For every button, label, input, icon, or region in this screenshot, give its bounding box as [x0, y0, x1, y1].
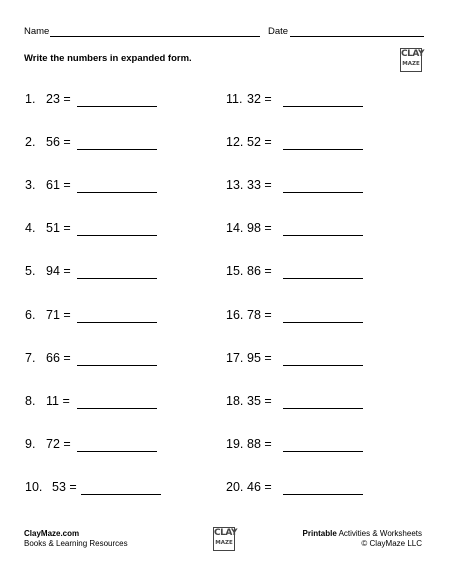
problem-12-answer-blank[interactable]	[283, 149, 363, 150]
problem-12-expression: 52 =	[247, 135, 272, 150]
problem-17-number: 17.	[226, 350, 244, 365]
problem-1-answer-blank[interactable]	[77, 106, 157, 107]
problem-17-answer-blank[interactable]	[283, 365, 363, 366]
problem-13-expression: 33 =	[247, 178, 272, 193]
date-label: Date	[268, 26, 289, 37]
problem-19-number: 19.	[226, 436, 244, 451]
problem-13-answer-blank[interactable]	[283, 192, 363, 193]
problem-2-answer-blank[interactable]	[77, 149, 157, 150]
problem-7-expression: 66 =	[46, 350, 71, 365]
problem-2-number: 2.	[25, 135, 36, 150]
date-field[interactable]	[290, 36, 424, 37]
problem-14-expression: 98 =	[247, 221, 272, 236]
problem-10-expression: 53 =	[52, 479, 77, 494]
problem-5-expression: 94 =	[46, 264, 71, 279]
footer-site: ClayMaze.com	[24, 529, 80, 538]
problem-3-expression: 61 =	[46, 178, 71, 193]
footer-tagline: Books & Learning Resources	[24, 539, 128, 548]
problem-6-number: 6.	[25, 307, 36, 322]
problem-3-answer-blank[interactable]	[77, 192, 157, 193]
problem-6-answer-blank[interactable]	[77, 322, 157, 323]
problem-7-answer-blank[interactable]	[77, 365, 157, 366]
problem-10-answer-blank[interactable]	[81, 494, 161, 495]
problem-16-answer-blank[interactable]	[283, 322, 363, 323]
problem-11-answer-blank[interactable]	[283, 106, 363, 107]
problem-15-answer-blank[interactable]	[283, 278, 363, 279]
name-label: Name	[24, 26, 50, 37]
problem-20-expression: 46 =	[247, 479, 272, 494]
problem-18-number: 18.	[226, 393, 244, 408]
name-field[interactable]	[50, 36, 260, 37]
problem-1-number: 1.	[25, 92, 36, 106]
claymaze-logo-footer: CLAY MAZE	[213, 527, 235, 551]
footer-printable: Printable Activities & Worksheets	[302, 529, 422, 538]
instructions: Write the numbers in expanded form.	[24, 53, 192, 64]
problem-4-number: 4.	[25, 221, 36, 236]
problem-14-answer-blank[interactable]	[283, 235, 363, 236]
problem-10-number: 10.	[25, 479, 43, 494]
problem-7-number: 7.	[25, 350, 36, 365]
problem-12-number: 12.	[226, 135, 244, 150]
problem-17-expression: 95 =	[247, 350, 272, 365]
problem-3-number: 3.	[25, 178, 36, 193]
problem-14-number: 14.	[226, 221, 244, 236]
problem-4-expression: 51 =	[46, 221, 71, 236]
problem-18-answer-blank[interactable]	[283, 408, 363, 409]
problem-5-number: 5.	[25, 264, 36, 279]
problem-8-number: 8.	[25, 393, 36, 408]
problem-4-answer-blank[interactable]	[77, 235, 157, 236]
problem-8-answer-blank[interactable]	[77, 408, 157, 409]
problem-8-expression: 11 =	[46, 393, 70, 408]
problem-20-number: 20.	[226, 479, 244, 494]
problem-5-answer-blank[interactable]	[77, 278, 157, 279]
problem-15-expression: 86 =	[247, 264, 272, 279]
problem-19-expression: 88 =	[247, 436, 272, 451]
problem-20-answer-blank[interactable]	[283, 494, 363, 495]
problem-15-number: 15.	[226, 264, 244, 279]
problem-11-number: 11.	[226, 92, 243, 106]
header	[24, 22, 424, 42]
problem-9-expression: 72 =	[46, 436, 71, 451]
problem-18-expression: 35 =	[247, 393, 272, 408]
problem-16-number: 16.	[226, 307, 244, 322]
problem-6-expression: 71 =	[46, 307, 71, 322]
footer-left	[24, 529, 128, 549]
footer-right	[303, 529, 422, 549]
problem-9-number: 9.	[25, 436, 36, 451]
claymaze-logo-top: CLAY MAZE	[400, 48, 422, 72]
problem-2-expression: 56 =	[46, 135, 71, 150]
problem-1-expression: 23 =	[46, 92, 71, 106]
problem-11-expression: 32 =	[247, 92, 272, 106]
problem-16-expression: 78 =	[247, 307, 272, 322]
problem-9-answer-blank[interactable]	[77, 451, 157, 452]
problem-13-number: 13.	[226, 178, 244, 193]
problem-19-answer-blank[interactable]	[283, 451, 363, 452]
footer-copyright: © ClayMaze LLC	[361, 539, 422, 548]
